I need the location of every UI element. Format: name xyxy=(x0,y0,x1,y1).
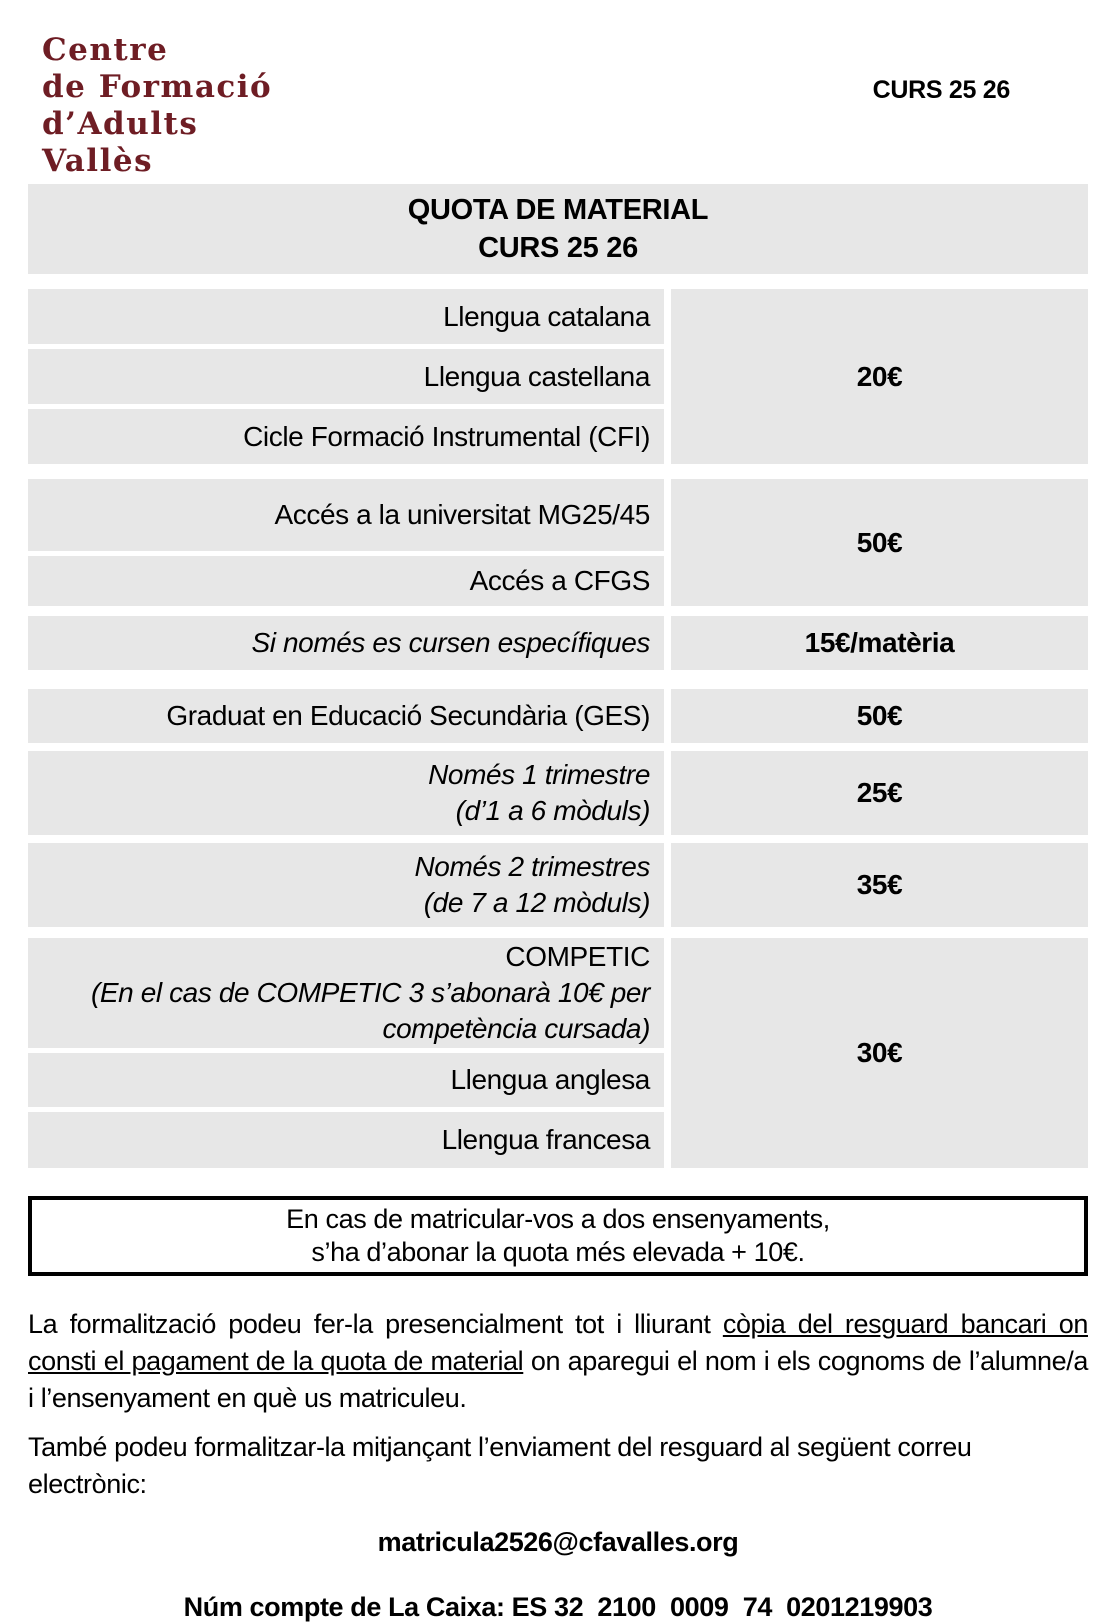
document-title-bar xyxy=(28,184,1088,274)
fee-group xyxy=(28,616,1088,670)
fee-price: 20€ xyxy=(671,289,1088,464)
fee-label: Accés a la universitat MG25/45 xyxy=(28,479,664,551)
double-enrolment-note-box xyxy=(28,1196,1088,1276)
fee-table xyxy=(28,289,1088,1168)
fee-group-labels xyxy=(28,689,664,743)
fee-price: 50€ xyxy=(671,689,1088,743)
fee-label-line: Només 2 trimestres xyxy=(414,851,650,882)
fee-group-labels xyxy=(28,751,664,835)
formalisation-paragraph xyxy=(28,1306,1088,1417)
fee-group-labels xyxy=(28,289,664,464)
fee-label: Cicle Formació Instrumental (CFI) xyxy=(28,409,664,464)
fee-label: Llengua castellana xyxy=(28,349,664,404)
note-line: En cas de matricular-vos a dos ensenyaments, xyxy=(286,1204,830,1234)
fee-label: Si només es cursen específiques xyxy=(28,616,664,670)
fee-label-line: (de 7 a 12 mòduls) xyxy=(423,887,650,918)
paragraph-text: on aparegui el nom i els cognoms de l’alumne/a i l’ensenyament en què us matriculeu. xyxy=(28,1346,1088,1413)
fee-group-labels xyxy=(28,938,664,1168)
logo-line: de Formació xyxy=(42,69,273,105)
fee-group xyxy=(28,938,1088,1168)
fee-price: 50€ xyxy=(671,479,1088,606)
fee-group xyxy=(28,689,1088,743)
fee-group-labels xyxy=(28,616,664,670)
fee-label: Llengua francesa xyxy=(28,1112,664,1168)
fee-label-line: Només 1 trimestre xyxy=(428,759,650,790)
note-line: s’ha d’abonar la quota més elevada + 10€. xyxy=(311,1237,805,1267)
fee-price: 25€ xyxy=(671,751,1088,835)
page-subtitle: CURS 25 26 xyxy=(478,232,638,264)
paragraph-underlined-text: còpia del resguard bancari on consti el pagament de la quota de material xyxy=(28,1309,1088,1376)
fee-group xyxy=(28,479,1088,606)
page-title: QUOTA DE MATERIAL xyxy=(407,194,709,226)
enrolment-email: matricula2526@cfavalles.org xyxy=(377,1527,739,1557)
fee-group xyxy=(28,751,1088,835)
fee-label xyxy=(28,843,664,927)
fee-label: Accés a CFGS xyxy=(28,556,664,606)
fee-label: Llengua anglesa xyxy=(28,1053,664,1107)
fee-label xyxy=(28,938,664,1048)
fee-label: Graduat en Educació Secundària (GES) xyxy=(28,689,664,743)
fee-price: 35€ xyxy=(671,843,1088,927)
course-year-tag: CURS 25 26 xyxy=(872,76,1010,104)
content-column xyxy=(28,184,1088,1623)
fee-label-line: (d’1 a 6 mòduls) xyxy=(455,795,650,826)
fee-label-line: COMPETIC xyxy=(505,941,650,972)
fee-price: 30€ xyxy=(671,938,1088,1168)
bank-account-number: Núm compte de La Caixa: ES 32 2100 0009 74 0201219903 xyxy=(183,1592,933,1622)
logo-line: Vallès xyxy=(42,143,154,179)
fee-label-note: (En el cas de COMPETIC 3 s’abonarà 10€ per competència cursada) xyxy=(90,977,650,1044)
fee-group-labels xyxy=(28,479,664,606)
fee-price: 15€/matèria xyxy=(671,616,1088,670)
paragraph-text: La formalització podeu fer-la presencialment tot i lliurant xyxy=(28,1309,723,1339)
email-instruction-paragraph: També podeu formalitzar-la mitjançant l’enviament del resguard al següent correu electrònic: xyxy=(28,1432,972,1499)
logo-line: Centre xyxy=(42,32,169,68)
fee-label: Llengua catalana xyxy=(28,289,664,344)
fee-label xyxy=(28,751,664,835)
logo-line: d’Adults xyxy=(42,106,199,142)
fee-group xyxy=(28,289,1088,464)
fee-group xyxy=(28,843,1088,927)
fee-group-labels xyxy=(28,843,664,927)
school-logo xyxy=(42,32,272,180)
